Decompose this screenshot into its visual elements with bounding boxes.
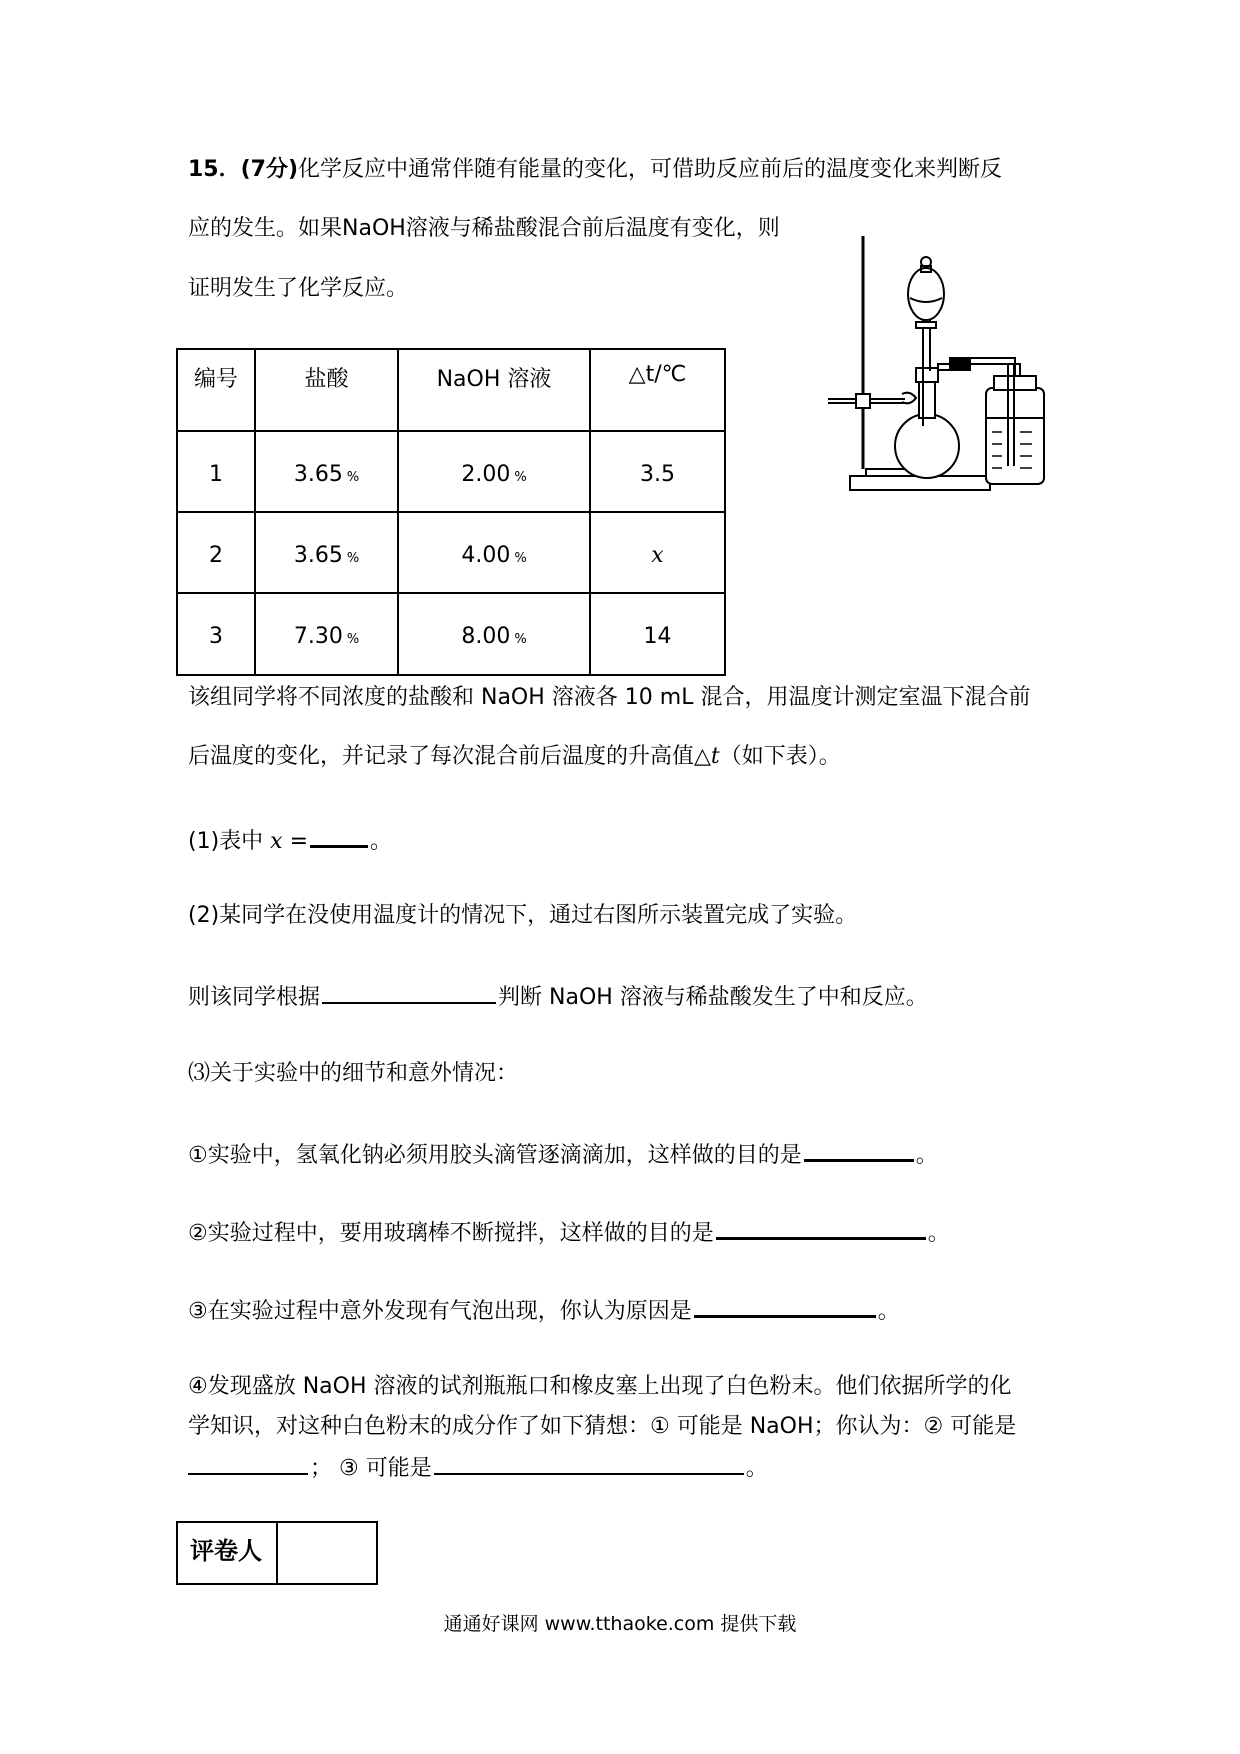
question-intro-line3: 证明发生了化学反应。 — [188, 276, 409, 301]
q2-line1: (2)某同学在没使用温度计的情况下，通过右图所示装置完成了实验。 — [188, 903, 858, 928]
q3-item1-blank[interactable] — [804, 1137, 914, 1162]
question-number: 15． — [188, 157, 241, 182]
description-line2: 后温度的变化，并记录了每次混合前后温度的升高值△t（如下表）。 — [188, 744, 841, 769]
table-row: 1 3.65 % 2.00 % 3.5 — [177, 431, 725, 512]
q1-answer-blank[interactable] — [310, 823, 368, 848]
round-bottom-flask — [895, 414, 959, 478]
q3-item3-blank[interactable] — [694, 1293, 876, 1318]
q3-item4-line3: ； ③ 可能是 。 — [188, 1451, 768, 1484]
separatory-funnel — [908, 268, 944, 320]
q3-item4-blank-3[interactable] — [434, 1451, 744, 1475]
footer-source: 通通好课网 www.tthaoke.com 提供下载 — [443, 1613, 797, 1635]
q2-line2: 则该同学根据 判断 NaOH 溶液与稀盐酸发生了中和反应。 — [188, 980, 928, 1013]
q2-answer-blank[interactable] — [322, 980, 496, 1004]
data-table — [176, 348, 726, 676]
grader-label: 评卷人 — [177, 1522, 277, 1584]
q1-line: (1)表中 x = 。 — [188, 823, 392, 857]
description-line1: 该组同学将不同浓度的盐酸和 NaOH 溶液各 10 mL 混合，用温度计测定室温下混合前 — [188, 685, 1031, 710]
q3-item3: ③在实验过程中意外发现有气泡出现，你认为原因是 。 — [188, 1293, 900, 1327]
header-id: 编号 — [177, 349, 255, 431]
q3-item4-line1: ④发现盛放 NaOH 溶液的试剂瓶瓶口和橡皮塞上出现了白色粉末。他们依据所学的化 — [188, 1374, 1012, 1399]
table-row: 2 3.65 % 4.00 % x — [177, 512, 725, 593]
q3-item4-blank-2[interactable] — [188, 1451, 308, 1475]
q3-item2-blank[interactable] — [716, 1215, 926, 1240]
apparatus-diagram — [820, 236, 1050, 506]
header-dt: △t/℃ — [590, 349, 725, 431]
question-intro-line2: 应的发生。如果NaOH溶液与稀盐酸混合前后温度有变化，则 — [188, 216, 780, 241]
header-naoh: NaOH 溶液 — [398, 349, 590, 431]
q3-title: ⑶关于实验中的细节和意外情况： — [188, 1061, 519, 1086]
q3-item4-line2: 学知识，对这种白色粉末的成分作了如下猜想：① 可能是 NaOH；你认为：② 可能是 — [188, 1414, 1017, 1439]
grader-box — [176, 1521, 378, 1585]
grader-signature-cell[interactable] — [277, 1522, 377, 1584]
question-score: (7分) — [240, 157, 299, 182]
q3-item2: ②实验过程中，要用玻璃棒不断搅拌，这样做的目的是 。 — [188, 1215, 950, 1249]
table-row: 3 7.30 % 8.00 % 14 — [177, 593, 725, 675]
header-hcl: 盐酸 — [255, 349, 398, 431]
q3-item1: ①实验中，氢氧化钠必须用胶头滴管逐滴滴加，这样做的目的是 。 — [188, 1137, 938, 1171]
question-intro-line1: 15．(7分)化学反应中通常伴随有能量的变化，可借助反应前后的温度变化来判断反 — [188, 157, 1003, 182]
